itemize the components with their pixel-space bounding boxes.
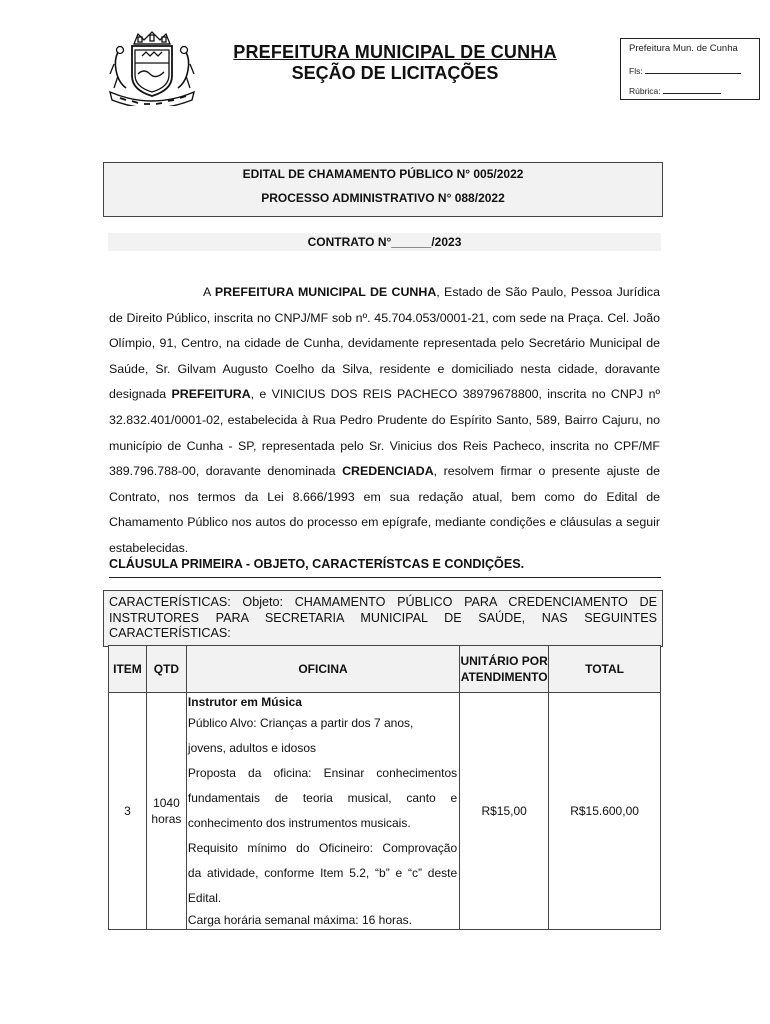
cell-oficina bbox=[186, 693, 459, 930]
page-header bbox=[200, 42, 590, 84]
col-header-unitario-line1: UNITÁRIO POR bbox=[460, 654, 548, 668]
contract-preamble bbox=[109, 280, 660, 562]
col-header-oficina: OFICINA bbox=[186, 646, 459, 693]
table-row bbox=[109, 693, 661, 930]
oficina-line: Requisito mínimo do Oficineiro: Comprovação bbox=[187, 841, 458, 855]
page-subtitle: SEÇÃO DE LICITAÇÕES bbox=[291, 63, 499, 83]
cell-qtd-unit: horas bbox=[151, 812, 182, 826]
page-title: PREFEITURA MUNICIPAL DE CUNHA bbox=[233, 42, 557, 62]
oficina-line: Carga horária semanal máxima: 16 horas. bbox=[187, 913, 413, 927]
oficina-line: conhecimento dos instrumentos musicais. bbox=[187, 816, 411, 830]
stamp-rubrica-label: Rúbrica: bbox=[629, 86, 661, 96]
cell-qtd-value: 1040 bbox=[153, 796, 180, 810]
items-table bbox=[108, 645, 661, 930]
cell-item: 3 bbox=[109, 693, 147, 930]
col-header-unitario-line2: ATENDIMENTO bbox=[460, 670, 548, 684]
oficina-line: fundamentais de teoria musical, canto e bbox=[187, 791, 458, 805]
characteristics-text: CARACTERÍSTICAS: Objeto: CHAMAMENTO PÚBLICO PARA CREDENCIAMENTO DE INSTRUTORES PARA SECRETARIA MUNICIPAL DE SAÚDE, NAS SEGUINTES CARACTERÍSTICAS: bbox=[109, 595, 657, 640]
oficina-line: Edital. bbox=[187, 891, 222, 905]
oficina-line: jovens, adultos e idosos bbox=[187, 741, 316, 755]
preamble-text-2: , Estado de São Paulo, Pessoa Jurídica de Direito Público, inscrita no CNPJ/MF sob nº. 45.704.053/0001-21, com sede na Praça. Cel. João Olímpio, 91, Centro, na cidade de Cunha, devidamente representada pelo Secretário Municipal de Saúde, Sr. Gilvam Augusto Coelho da Silva, residente e domiciliado nesta cidade, doravante designada bbox=[109, 285, 660, 402]
process-number: PROCESSO ADMINISTRATIVO N° 088/2022 bbox=[261, 191, 505, 205]
preamble-designation-credenciada: CREDENCIADA bbox=[342, 464, 434, 479]
oficina-line: Proposta da oficina: Ensinar conhecimentos bbox=[187, 766, 458, 780]
table-header-row bbox=[109, 646, 661, 693]
municipal-coat-of-arms-icon bbox=[104, 30, 200, 106]
col-header-unitario bbox=[460, 646, 549, 693]
edital-number: EDITAL DE CHAMAMENTO PÚBLICO N° 005/2022 bbox=[242, 167, 524, 181]
col-header-qtd: QTD bbox=[146, 646, 186, 693]
cell-total: R$15.600,00 bbox=[549, 693, 661, 930]
col-header-total: TOTAL bbox=[549, 646, 661, 693]
rubrica-blank-line bbox=[663, 86, 721, 94]
preamble-party-prefeitura: PREFEITURA MUNICIPAL DE CUNHA bbox=[214, 285, 437, 299]
stamp-fls bbox=[629, 66, 741, 76]
col-header-item: ITEM bbox=[109, 646, 147, 693]
oficina-title: Instrutor em Música bbox=[187, 695, 302, 709]
stamp-rubrica bbox=[629, 86, 721, 96]
preamble-designation-prefeitura: PREFEITURA bbox=[171, 387, 251, 402]
stamp-title: Prefeitura Mun. de Cunha bbox=[629, 43, 738, 54]
characteristics-box bbox=[103, 590, 663, 647]
edital-box bbox=[103, 162, 663, 217]
cell-qtd bbox=[146, 693, 186, 930]
clause-heading: CLÁUSULA PRIMEIRA - OBJETO, CARACTERÍSTCAS E CONDIÇÕES. bbox=[109, 557, 661, 578]
contract-number: CONTRATO N°______/2023 bbox=[108, 233, 661, 251]
preamble-text-1: A bbox=[203, 285, 215, 299]
stamp-fls-label: Fls: bbox=[629, 66, 643, 76]
cell-unitario: R$15,00 bbox=[460, 693, 549, 930]
oficina-line: Público Alvo: Crianças a partir dos 7 anos, bbox=[187, 716, 414, 730]
preamble-text-4: , resolvem firmar o presente ajuste de Contrato, nos termos da Lei 8.666/1993 em sua redação atual, bem como do Edital de Chamamento Público nos autos do processo em epígrafe, mediante condições e cláusulas a seguir estabelecidas. bbox=[109, 464, 660, 555]
preamble-text-3: , e VINICIUS DOS REIS PACHECO 38979678800, inscrita no CNPJ nº 32.832.401/0001-02, estabelecida à Rua Pedro Prudente do Espírito Santo, 589, Bairro Cajuru, no município de Cunha - SP, representada pelo Sr. Vinicius dos Reis Pacheco, inscrita no CPF/MF 389.796.788-00, doravante denominada bbox=[109, 387, 660, 479]
oficina-line: da atividade, conforme Item 5.2, “b” e “c” deste bbox=[187, 866, 458, 880]
fls-blank-line bbox=[645, 66, 741, 74]
folio-stamp-box bbox=[620, 38, 760, 100]
